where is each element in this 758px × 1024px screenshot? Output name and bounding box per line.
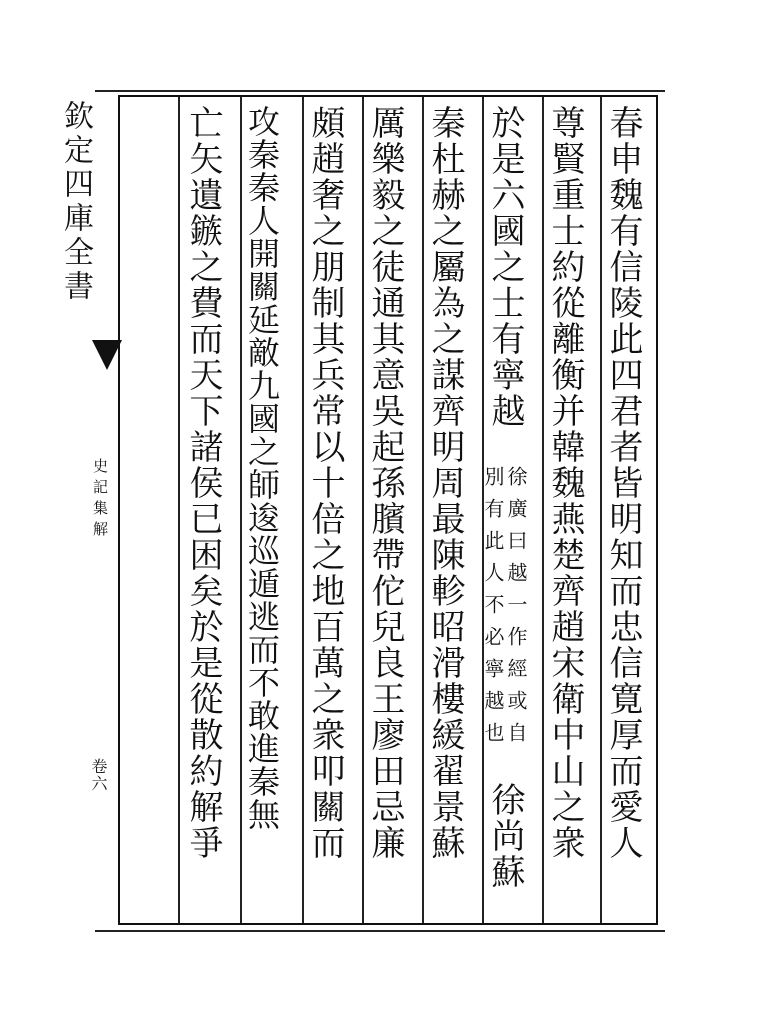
- frame-bottom-rule: [95, 930, 665, 932]
- text-column-8: 亡矢遺鏃之費而天下諸侯已困矣於是從散約解爭: [183, 105, 223, 861]
- column-rule: [422, 97, 424, 923]
- text-column-7: 攻秦秦人開關延敵九國之師逡巡遁逃而不敢進秦無: [243, 105, 281, 831]
- margin-header: 欽定四庫全書: [58, 100, 93, 304]
- column-rule: [302, 97, 304, 923]
- margin-book-title: 史記集解: [91, 458, 109, 542]
- annotation-line-2: 別有此人不必寧越也: [481, 466, 505, 754]
- text-column-2: 尊賢重士約從離衡并韓魏燕楚齊趙宋衛中山之衆: [545, 105, 585, 861]
- text-column-5: 厲樂毅之徒通其意吳起孫臏帶佗兒良王廖田忌廉: [365, 105, 405, 861]
- text-column-4: 秦杜赫之屬為之謀齊明周最陳軫昭滑樓緩翟景蘇: [425, 105, 465, 861]
- column-rule: [362, 97, 364, 923]
- column-rule: [542, 97, 544, 923]
- column-rule: [240, 97, 242, 923]
- text-column-3: 於是六國之士有寧越: [485, 105, 525, 429]
- frame-top-rule: [95, 90, 665, 92]
- text-column-1: 春申魏有信陵此四君者皆明知而忠信寛厚而愛人: [603, 105, 643, 861]
- annotation-line-1: 徐廣曰越一作經或自: [504, 466, 528, 754]
- margin-page-number: 卷六: [89, 758, 108, 792]
- column-rule: [178, 97, 180, 923]
- column-rule: [600, 97, 602, 923]
- text-column-6: 頗趙奢之朋制其兵常以十倍之地百萬之衆叩關而: [305, 105, 345, 861]
- text-column-3-tail: 徐尚蘇: [485, 782, 525, 890]
